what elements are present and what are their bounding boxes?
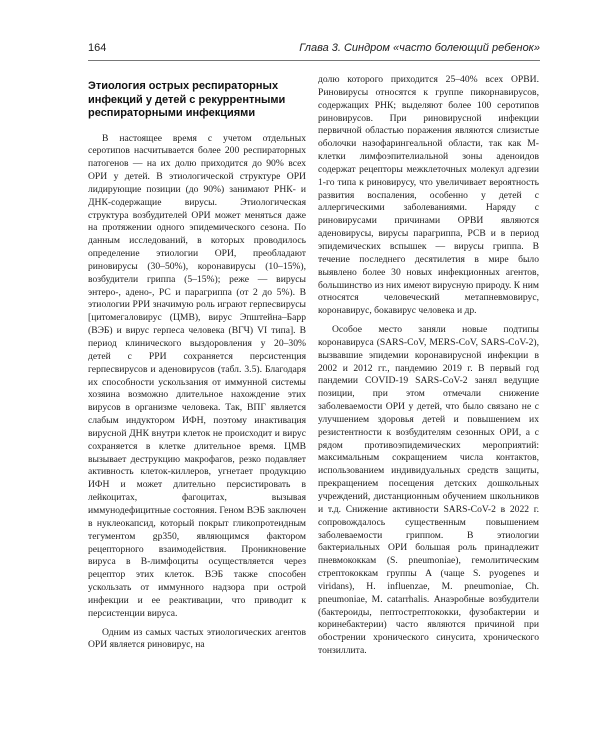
page-number: 164 xyxy=(88,42,107,54)
section-heading: Этиология острых респираторных инфекций у детей с рекуррентными респираторными инфекциями xyxy=(88,80,286,119)
left-column xyxy=(88,80,306,652)
chapter-title: Глава 3. Синдром «часто болеющий ребенок» xyxy=(299,42,540,54)
paragraph: долю которого приходится 25–40% всех ОРВИ. Риновирусы относятся к группе пикорнавирусов, содержащих РНК; выделяют более 100 серотипов риновирусов. При риновирусной инфекции первичной областью поражения являются слизистые оболочки назофарингеальной области, так как М-клетки лимфоэпителиальной зоны аденоидов содержат рецепторы межклеточных молекул адгезии 1-го типа к риновирусу, что увеличивает вероятность развития воспаления, особенно у детей с аллергическими заболеваниями. Наряду с риновирусами причинами ОРВИ являются аденовирусы, вирусы парагриппа, РСВ и в период эпидемических вспышек — вирусы гриппа. В течение последнего десятилетия в мире было выявлено более 30 новых инфекционных агентов, большинство из них имеют вирусную природу. К ним относятся человеческий метапневмовирус, коронавирус, бокавирус человека и др. xyxy=(318,74,539,317)
running-header xyxy=(88,42,540,58)
paragraph: В настоящее время с учетом отдельных серотипов насчитывается более 200 респираторных патогенов — на их долю приходится до 90% всех ОРИ у детей. В этиологической структуре ОРИ лидирующие позиции (до 90%) занимают РНК- и ДНК-содержащие вирусы. Этиологическая структура возбудителей ОРИ может меняться даже на протяжении одного эпидемического сезона. По данным исследований, в которых проводилось определение этиологии ОРИ, преобладают риновирусы (30–50%), коронавирусы (10–15%), возбудители гриппа (5–15%); реже — вирусы энтеро-, адено-, РС и парагриппа (от 2 до 5%). В этиологии РРИ значимую роль играют герпесвирусы [цитомегаловирус (ЦМВ), вирус Эпштейна–Барр (ВЭБ) и вирус герпеса человека (ВГЧ) VI типа]. В период клинического выздоровления у 20–30% детей с РРИ сохраняется персистенция герпесвирусов и аденовирусов (табл. 3.5). Благодаря их способности ускользания от иммунной системы хозяина возможно длительное нахождение этих вирусов в организме человека. Так, ВПГ является слабым индуктором ИФН, поэтому инактивация вирусной ДНК внутри клеток не происходит и вирус сохраняется в клетке длительное время. ЦМВ вызывает деструкцию макрофагов, резко подавляет активность клеток-киллеров, угнетает продукцию ИФН и может длительно персистировать в лейкоцитах, фагоцитах, вызывая иммунодефицитные состояния. Геном ВЭБ заключен в нуклеокапсид, который покрыт гликопротеидным тегументом gp350, являющимся фактором рецепторного взаимодействия. Проникновение вируса в В-лимфоциты осуществляется через рецептор этих клеток. ВЭБ также способен ускользать от иммунного надзора при острой инфекции и ее реактивации, что приводит к персистенции вируса. xyxy=(88,132,306,619)
header-rule xyxy=(88,60,540,61)
paragraph: Особое место заняли новые подтипы коронавируса (SARS-CoV, MERS-CoV, SARS-CoV-2), вызвавшие эпидемии коронавирусной инфекции в 2002 и 2012 гг., пандемию 2019 г. В первый год пандемии COVID-19 SARS-CoV-2 занял ведущие позиции, при этом отмечали снижение заболеваемости ОРИ у детей, что было связано не с улучшением здоровья детей и повышением их резистентности к возбудителям сезонных ОРИ, а с рядом противоэпидемических мероприятий: максимальным сокращением числа контактов, использованием индивидуальных средств защиты, прекращением посещения детских дошкольных учреждений, дистанционным обучением школьников и т.д. Снижение активности SARS-CoV-2 в 2022 г. сопровождалось существенным повышением заболеваемости гриппом. В этиологии бактериальных ОРИ большая роль принадлежит пневмококкам (S. pneumoniae), гемолитическим стрептококкам группы А (чаще S. pyogenes и viridans), H. influenzae, M. pneumoniae, Ch. pneumoniae, M. catarrhalis. Анаэробные возбудители (бактероиды, пептострептококки, фузобактерии и коринебактерии) часто являются причиной при обострении хронического синусита, хронического тонзиллита. xyxy=(318,324,539,657)
right-column xyxy=(318,74,539,658)
paragraph: Одним из самых частых этиологических агентов ОРИ является риновирус, на xyxy=(88,626,306,651)
